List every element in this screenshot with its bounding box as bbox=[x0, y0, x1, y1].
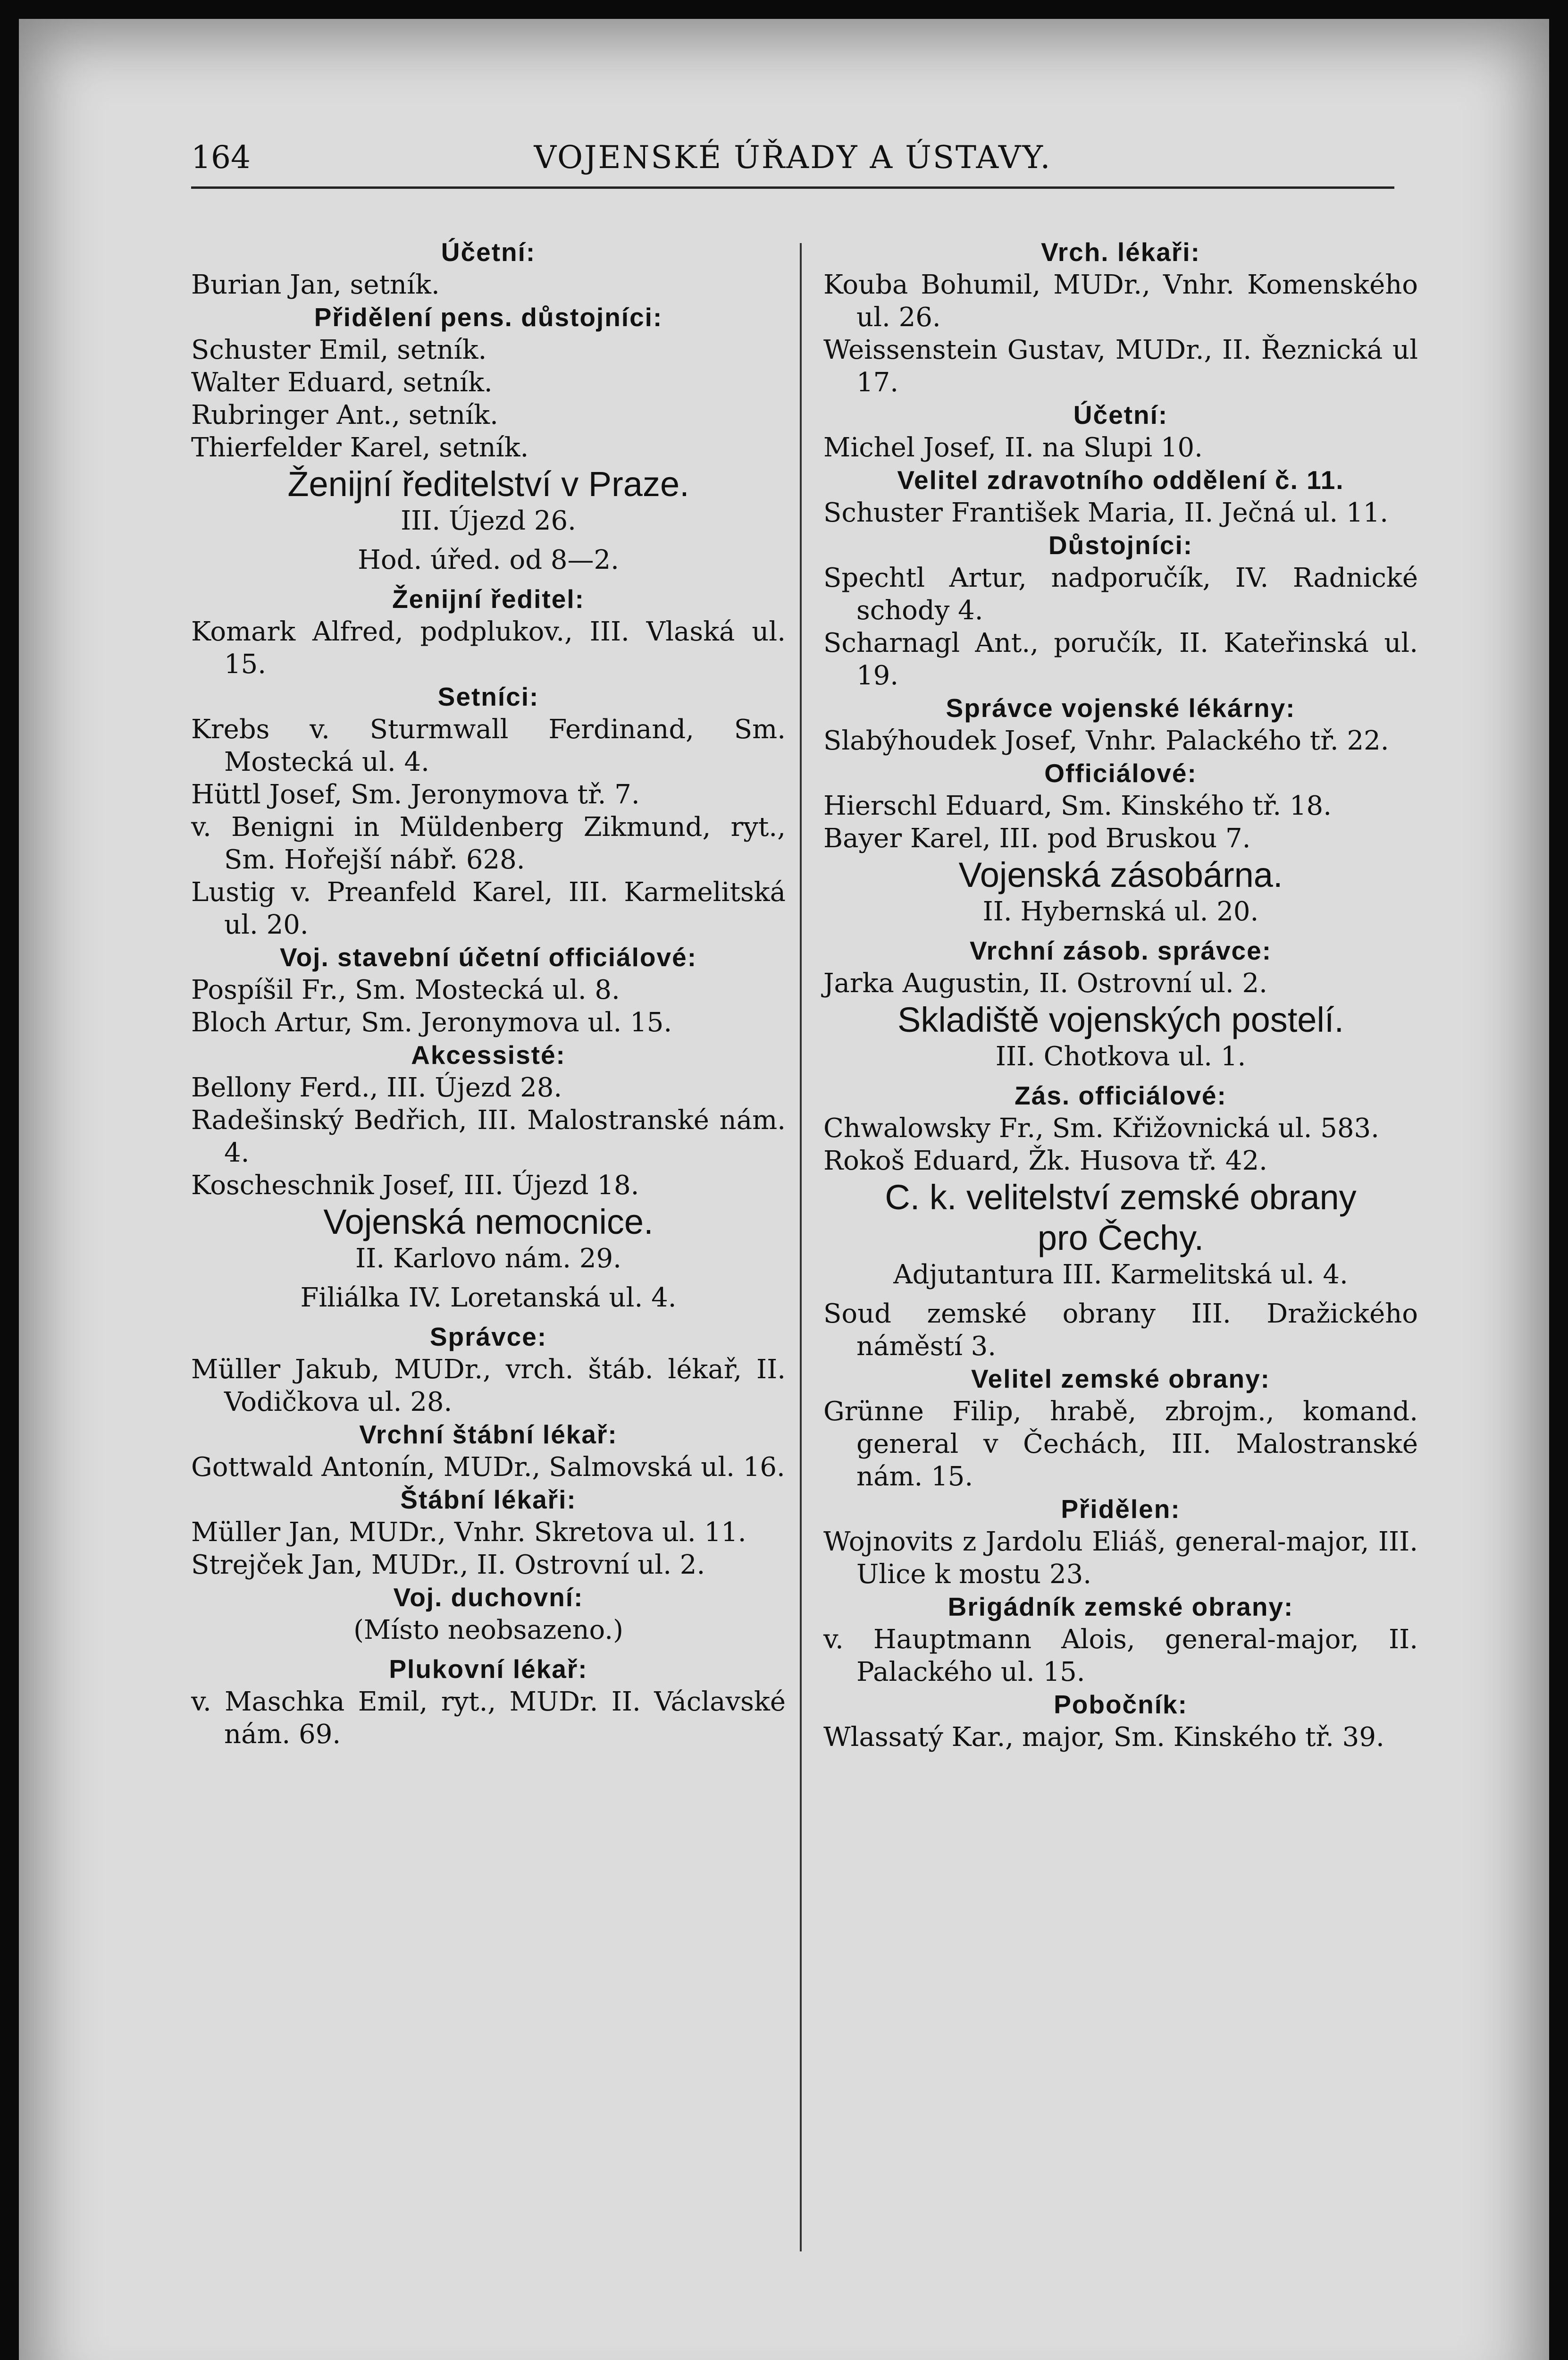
entry: Rubringer Ant., setník. bbox=[191, 400, 498, 430]
entry: Michel Josef, II. na Slupi 10. bbox=[823, 432, 1203, 463]
section-heading: Přidělení pens. důstojníci: bbox=[314, 303, 663, 332]
entry: Koscheschnik Josef, III. Újezd 18. bbox=[191, 1170, 639, 1201]
section-heading: Přidělen: bbox=[1061, 1494, 1181, 1524]
entry: Burian Jan, setník. bbox=[191, 270, 440, 300]
entry: Krebs v. Sturmwall Ferdinand, Sm. Mostecká ul. 4. bbox=[191, 714, 786, 777]
entry: Schuster František Maria, II. Ječná ul. 11. bbox=[823, 497, 1388, 528]
running-title: VOJENSKÉ ÚŘADY A ÚSTAVY. bbox=[534, 139, 1052, 176]
entry: Slabýhoudek Josef, Vnhr. Palackého tř. 22. bbox=[823, 725, 1389, 756]
entry: v. Benigni in Müldenberg Zikmund, ryt., Sm. Hořejší nábř. 628. bbox=[191, 812, 786, 875]
section-heading: Účetní: bbox=[1073, 400, 1168, 430]
section-heading: Setníci: bbox=[437, 682, 539, 711]
court-address: Soud zemské obrany III. Dražického náměstí 3. bbox=[823, 1298, 1418, 1362]
institution-address: II. Karlovo nám. 29. bbox=[355, 1243, 621, 1274]
entry: Walter Eduard, setník. bbox=[191, 367, 493, 398]
section-heading: Účetní: bbox=[441, 237, 536, 267]
entry: Rokoš Eduard, Žk. Husova tř. 42. bbox=[823, 1146, 1267, 1176]
section-heading: Voj. duchovní: bbox=[393, 1583, 584, 1612]
section-heading: Správce: bbox=[429, 1322, 547, 1351]
entry: Thierfelder Karel, setník. bbox=[191, 432, 529, 463]
institution-address: III. Újezd 26. bbox=[401, 506, 576, 536]
entry: Kouba Bohumil, MUDr., Vnhr. Komenského ul. 26. bbox=[823, 270, 1418, 333]
entry: Müller Jakub, MUDr., vrch. štáb. lékař, II. Vodičkova ul. 28. bbox=[191, 1354, 786, 1417]
section-heading: Velitel zdravotního oddělení č. 11. bbox=[897, 465, 1344, 495]
section-heading: Vrch. lékaři: bbox=[1041, 237, 1200, 267]
left-column bbox=[191, 236, 786, 1751]
entry: Schuster Emil, setník. bbox=[191, 335, 487, 365]
adjutantura-address: Adjutantura III. Karmelitská ul. 4. bbox=[893, 1259, 1348, 1290]
section-heading: Akcessisté: bbox=[411, 1040, 566, 1070]
section-heading: Officiálové: bbox=[1044, 759, 1197, 788]
institution-address: III. Chotkova ul. 1. bbox=[995, 1041, 1246, 1072]
section-heading: Plukovní lékař: bbox=[389, 1654, 588, 1684]
entry: Gottwald Antonín, MUDr., Salmovská ul. 16. bbox=[191, 1452, 785, 1483]
page-number: 164 bbox=[191, 139, 251, 176]
entry: Komark Alfred, podplukov., III. Vlaská ul. 15. bbox=[191, 616, 786, 680]
institution-title: Vojenská nemocnice. bbox=[323, 1202, 654, 1241]
entry: Wlassatý Kar., major, Sm. Kinského tř. 39. bbox=[823, 1722, 1384, 1753]
entry: Scharnagl Ant., poručík, II. Kateřinská ul. 19. bbox=[823, 628, 1418, 691]
right-column bbox=[823, 236, 1418, 1753]
entry: Müller Jan, MUDr., Vnhr. Skretova ul. 11. bbox=[191, 1517, 746, 1548]
entry: Hierschl Eduard, Sm. Kinského tř. 18. bbox=[823, 791, 1332, 821]
section-heading: Zás. officiálové: bbox=[1015, 1081, 1227, 1110]
institution-title: Ženijní ředitelství v Praze. bbox=[287, 464, 689, 504]
entry: Bayer Karel, III. pod Bruskou 7. bbox=[823, 823, 1251, 854]
section-heading: Štábní lékaři: bbox=[400, 1485, 577, 1514]
column-divider bbox=[800, 243, 802, 2251]
entry: Hüttl Josef, Sm. Jeronymova tř. 7. bbox=[191, 779, 640, 810]
entry: v. Hauptmann Alois, general-major, II. Palackého ul. 15. bbox=[823, 1624, 1418, 1687]
institution-title-line2: pro Čechy. bbox=[1037, 1218, 1204, 1257]
institution-title: C. k. velitelství zemské obrany bbox=[885, 1178, 1357, 1217]
section-heading: Vrchní zásob. správce: bbox=[969, 936, 1272, 965]
branch-address: Filiálka IV. Loretanská ul. 4. bbox=[300, 1282, 677, 1313]
header-rule bbox=[191, 186, 1394, 189]
entry: Pospíšil Fr., Sm. Mostecká ul. 8. bbox=[191, 975, 620, 1005]
section-heading: Voj. stavební účetní officiálové: bbox=[279, 943, 697, 972]
institution-address: II. Hybernská ul. 20. bbox=[982, 896, 1259, 927]
institution-title: Skladiště vojenských postelí. bbox=[897, 1000, 1344, 1039]
entry: Spechtl Artur, nadporučík, IV. Radnické schody 4. bbox=[823, 563, 1418, 626]
entry: Wojnovits z Jardolu Eliáš, general-major, III. Ulice k mostu 23. bbox=[823, 1526, 1418, 1590]
entry: Chwalowsky Fr., Sm. Křižovnická ul. 583. bbox=[823, 1113, 1379, 1144]
section-heading: Správce vojenské lékárny: bbox=[946, 693, 1296, 723]
section-heading: Brigádník zemské obrany: bbox=[948, 1592, 1294, 1621]
entry: Grünne Filip, hrabě, zbrojm., komand. general v Čechách, III. Malostranské nám. 15. bbox=[823, 1396, 1418, 1492]
entry: Radešinský Bedřich, III. Malostranské nám. 4. bbox=[191, 1105, 786, 1168]
entry: Jarka Augustin, II. Ostrovní ul. 2. bbox=[823, 968, 1267, 999]
page-header bbox=[191, 135, 1394, 186]
section-heading: Velitel zemské obrany: bbox=[971, 1364, 1270, 1393]
section-heading: Vrchní štábní lékař: bbox=[359, 1420, 618, 1449]
entry: Weissenstein Gustav, MUDr., II. Řeznická ul 17. bbox=[823, 335, 1418, 398]
institution-title: Vojenská zásobárna. bbox=[958, 855, 1283, 894]
section-heading: Ženijní ředitel: bbox=[392, 584, 585, 614]
section-heading: Důstojníci: bbox=[1048, 531, 1193, 560]
entry: Bloch Artur, Sm. Jeronymova ul. 15. bbox=[191, 1007, 672, 1038]
vacancy-note: (Místo neobsazeno.) bbox=[353, 1615, 623, 1645]
office-hours: Hod. úřed. od 8—2. bbox=[358, 545, 619, 575]
entry: Lustig v. Preanfeld Karel, III. Karmelitská ul. 20. bbox=[191, 877, 786, 940]
section-heading: Pobočník: bbox=[1054, 1690, 1188, 1719]
entry: Bellony Ferd., III. Újezd 28. bbox=[191, 1072, 562, 1103]
entry: Strejček Jan, MUDr., II. Ostrovní ul. 2. bbox=[191, 1550, 705, 1580]
entry: v. Maschka Emil, ryt., MUDr. II. Václavské nám. 69. bbox=[191, 1686, 786, 1750]
